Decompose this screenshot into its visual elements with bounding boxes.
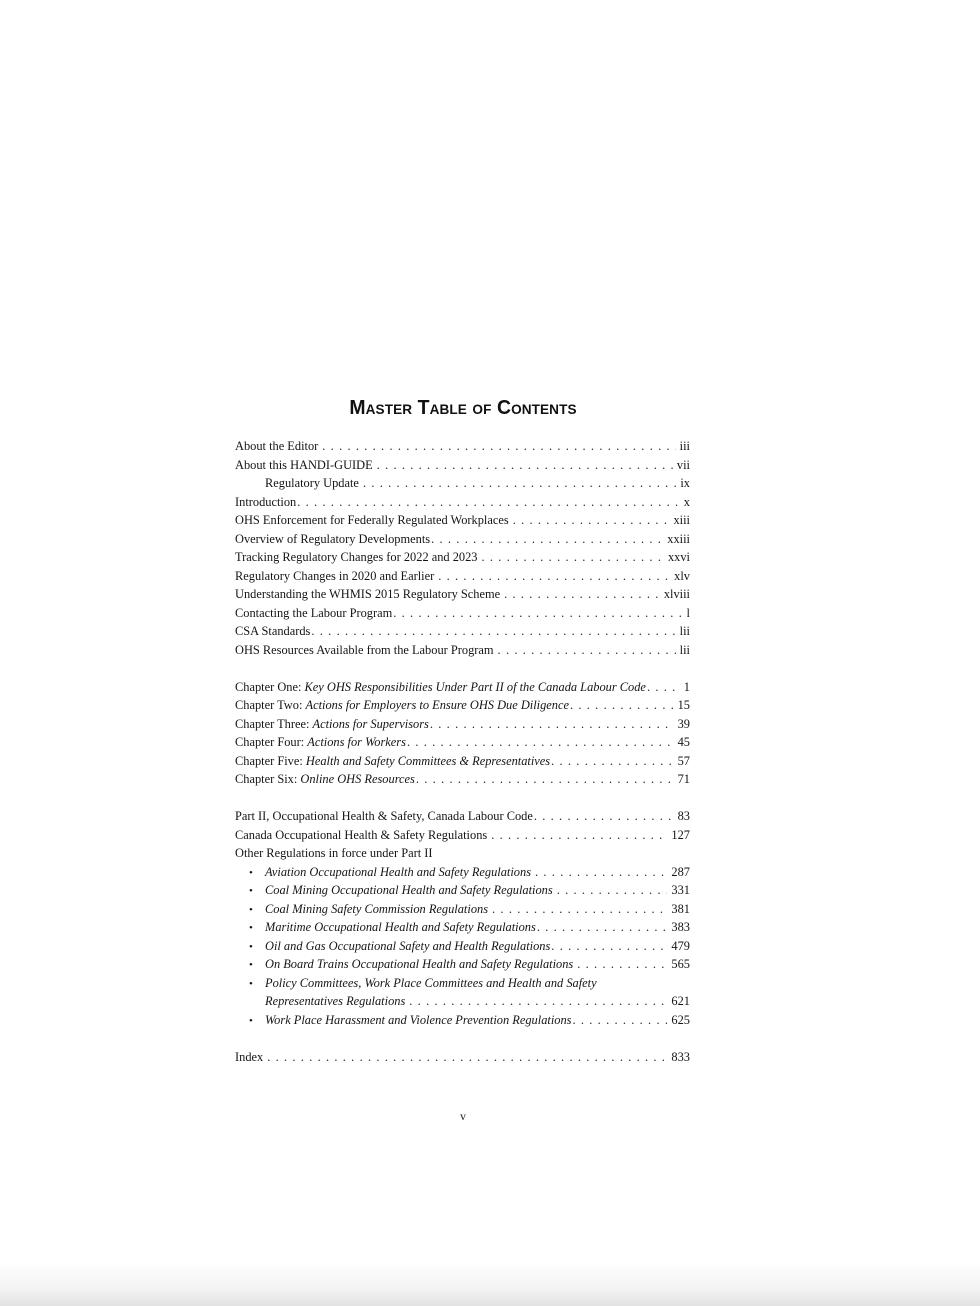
toc-entry-on-board-trains-ohs[interactable] xyxy=(235,955,690,974)
toc-entry-page: 833 xyxy=(671,1049,690,1064)
toc-entry-chapter-four[interactable] xyxy=(235,733,690,752)
chapter-title: Key OHS Responsibilities Under Part II of the Canada Labour Code xyxy=(304,679,646,694)
dot-leader xyxy=(322,437,675,456)
toc-entry-page: 565 xyxy=(671,957,690,971)
toc-entry-contacting-labour-program[interactable] xyxy=(235,604,690,623)
toc-entry-page: lii xyxy=(679,642,690,657)
toc-entry-csa-standards[interactable] xyxy=(235,622,690,641)
toc-entry-chapter-six[interactable] xyxy=(235,770,690,789)
chapters-section xyxy=(235,678,690,789)
dot-leader xyxy=(431,530,663,549)
toc-entry-harassment-violence-prevention[interactable] xyxy=(235,1011,690,1030)
chapter-prefix: Chapter Three: xyxy=(235,716,310,731)
toc-entry-page: 287 xyxy=(671,864,690,879)
dot-leader xyxy=(573,1011,668,1030)
chapter-title: Actions for Employers to Ensure OHS Due Diligence xyxy=(305,698,569,712)
toc-entry-line-2 xyxy=(235,992,690,1011)
dot-leader xyxy=(407,733,674,752)
toc-entry-label xyxy=(235,715,429,734)
toc-entry-page: 625 xyxy=(671,1012,690,1027)
toc-entry-page: xlviii xyxy=(663,587,690,601)
bullet-icon: • xyxy=(249,959,253,971)
toc-entry-coal-mining-ohs[interactable] xyxy=(235,881,690,900)
toc-entry-chapter-three[interactable] xyxy=(235,715,690,734)
bullet-icon: • xyxy=(249,940,253,953)
dot-leader xyxy=(498,641,676,660)
toc-entry-page: xlv xyxy=(674,568,690,583)
chapter-prefix: Chapter One: xyxy=(235,679,302,694)
page-number: v xyxy=(460,1111,466,1123)
toc-entry-label xyxy=(235,733,406,752)
toc-entry-tracking-regulatory-changes[interactable] xyxy=(235,548,690,567)
dot-leader xyxy=(504,585,660,604)
bullet-icon: • xyxy=(249,903,253,916)
toc-entry-page: xxvi xyxy=(667,550,690,564)
toc-entry-label: Maritime Occupational Health and Safety Regulations xyxy=(265,920,536,934)
toc-entry-label: CSA Standards xyxy=(235,624,311,638)
toc-entry-label: On Board Trains Occupational Health and Safety Regulations xyxy=(265,957,574,971)
dot-leader xyxy=(377,456,673,475)
bullet-icon: • xyxy=(249,977,253,990)
toc-entry-page: 39 xyxy=(677,716,690,731)
dot-leader xyxy=(492,900,667,919)
chapter-title: Online OHS Resources xyxy=(300,772,415,786)
section-spacer xyxy=(235,1029,690,1048)
toc-entry-label: Overview of Regulatory Developments xyxy=(235,531,431,546)
toc-entry-label: Regulatory Changes in 2020 and Earlier xyxy=(235,568,435,583)
toc-entry-label xyxy=(235,678,646,697)
toc-entry-page: l xyxy=(686,605,690,620)
toc-entry-label xyxy=(235,752,550,771)
dot-leader xyxy=(267,1048,667,1067)
toc-entry-label: OHS Resources Available from the Labour Program xyxy=(235,642,494,657)
chapter-title: Actions for Supervisors xyxy=(312,716,429,731)
toc-entry-policy-committees[interactable] xyxy=(235,974,690,1011)
toc-heading-label: Other Regulations in force under Part II xyxy=(235,846,433,860)
toc-entry-page: 127 xyxy=(671,827,690,842)
toc-entry-label: Aviation Occupational Health and Safety Regulations xyxy=(265,864,532,879)
toc-entry-page: 381 xyxy=(671,901,690,916)
toc-entry-ohs-enforcement[interactable] xyxy=(235,511,690,530)
toc-entry-label: Coal Mining Safety Commission Regulations xyxy=(265,901,489,916)
dot-leader xyxy=(551,937,667,956)
dot-leader xyxy=(647,678,680,697)
toc-entry-page: 1 xyxy=(683,679,690,694)
dot-leader xyxy=(534,807,674,826)
toc-entry-label: Introduction xyxy=(235,494,297,509)
toc-entry-label: Tracking Regulatory Changes for 2022 and 2023 xyxy=(235,550,478,564)
toc-entry-label: Representatives Regulations xyxy=(265,994,406,1008)
other-regulations-heading xyxy=(235,844,690,863)
toc-entry-page: 15 xyxy=(677,698,690,712)
dot-leader xyxy=(297,493,680,512)
dot-leader xyxy=(482,548,664,567)
toc-entry-label xyxy=(235,770,415,789)
toc-entry-page: x xyxy=(683,494,690,509)
chapter-prefix: Chapter Four: xyxy=(235,735,305,749)
toc-entry-page: xxiii xyxy=(667,531,690,546)
toc-entry-page: 331 xyxy=(671,883,690,897)
toc-entry-label: Index xyxy=(235,1049,264,1064)
dot-leader xyxy=(438,567,670,586)
bullet-icon: • xyxy=(249,885,253,897)
toc-entry-regulatory-changes-2020[interactable] xyxy=(235,567,690,586)
bullet-icon: • xyxy=(249,1014,253,1027)
chapter-prefix: Chapter Five: xyxy=(235,753,303,768)
toc-entry-introduction[interactable] xyxy=(235,493,690,512)
dot-leader xyxy=(363,474,676,493)
dot-leader xyxy=(491,826,667,845)
toc-entry-label xyxy=(235,696,569,715)
toc-entry-chapter-five[interactable] xyxy=(235,752,690,771)
dot-leader xyxy=(393,604,682,623)
dot-leader xyxy=(430,715,674,734)
toc-entry-label: Coal Mining Occupational Health and Safety Regulations xyxy=(265,883,553,897)
chapter-title: Health and Safety Committees & Representatives xyxy=(305,753,551,768)
toc-entry-coal-mining-safety-commission[interactable] xyxy=(235,900,690,919)
toc-entry-cohsr[interactable] xyxy=(235,826,690,845)
toc-entry-page: 83 xyxy=(677,809,690,823)
toc-entry-understanding-whmis[interactable] xyxy=(235,585,690,604)
chapter-prefix: Chapter Six: xyxy=(235,772,298,786)
toc-entry-label: Part II, Occupational Health & Safety, Canada Labour Code xyxy=(235,809,533,823)
dot-leader xyxy=(537,918,668,937)
dot-leader xyxy=(535,863,667,882)
section-spacer xyxy=(235,789,690,808)
section-spacer xyxy=(235,659,690,678)
toc-entry-label: Contacting the Labour Program xyxy=(235,605,393,620)
dot-leader xyxy=(416,770,674,789)
page-title: Master Table of Contents xyxy=(349,397,577,419)
toc-entry-label: Regulatory Update xyxy=(265,476,359,490)
toc-entry-chapter-two[interactable] xyxy=(235,696,690,715)
toc-entry-ohs-resources[interactable] xyxy=(235,641,690,660)
toc-entry-page: 621 xyxy=(671,994,690,1008)
toc-entry-part-ii[interactable] xyxy=(235,807,690,826)
table-of-contents xyxy=(235,437,690,1066)
dot-leader xyxy=(577,955,667,974)
toc-entry-regulatory-update[interactable] xyxy=(235,474,690,493)
toc-entry-page: xiii xyxy=(673,513,690,527)
toc-entry-page: 71 xyxy=(677,772,690,786)
toc-entry-page: 383 xyxy=(671,920,690,934)
toc-entry-overview-regulatory-developments[interactable] xyxy=(235,530,690,549)
other-regulations-list xyxy=(235,863,690,1030)
legislation-section xyxy=(235,807,690,1029)
toc-entry-index[interactable] xyxy=(235,1048,690,1067)
toc-entry-label: OHS Enforcement for Federally Regulated Workplaces xyxy=(235,513,509,527)
toc-entry-maritime-ohs[interactable] xyxy=(235,918,690,937)
dot-leader xyxy=(557,881,668,900)
toc-entry-label: Oil and Gas Occupational Safety and Health Regulations xyxy=(265,938,551,953)
toc-entry-page: 57 xyxy=(677,753,690,768)
toc-entry-label: Understanding the WHMIS 2015 Regulatory Scheme xyxy=(235,587,501,601)
toc-entry-oil-gas-ohs[interactable] xyxy=(235,937,690,956)
toc-entry-label: About the Editor xyxy=(235,439,319,453)
toc-entry-label: Canada Occupational Health & Safety Regulations xyxy=(235,827,488,842)
dot-leader xyxy=(513,511,670,530)
toc-entry-label: About this HANDI-GUIDE xyxy=(235,457,373,472)
toc-entry-line-1 xyxy=(235,974,690,993)
front-matter-section xyxy=(235,437,690,659)
toc-entry-page: lii xyxy=(679,624,690,638)
toc-entry-label: Policy Committees, Work Place Committees and Health and Safety xyxy=(265,975,597,990)
page-edge-shadow xyxy=(0,1262,980,1306)
toc-entry-page: 479 xyxy=(671,938,690,953)
dot-leader xyxy=(570,696,674,715)
chapter-title: Actions for Workers xyxy=(307,735,406,749)
toc-entry-page: 45 xyxy=(677,735,690,749)
chapter-prefix: Chapter Two: xyxy=(235,698,303,712)
dot-leader xyxy=(311,622,675,641)
toc-entry-about-handi-guide[interactable] xyxy=(235,456,690,475)
toc-entry-label: Work Place Harassment and Violence Prevention Regulations xyxy=(265,1012,572,1027)
bullet-icon: • xyxy=(249,866,253,879)
toc-entry-page: vii xyxy=(676,457,690,472)
toc-entry-chapter-one[interactable] xyxy=(235,678,690,697)
toc-entry-aviation-ohs[interactable] xyxy=(235,863,690,882)
dot-leader xyxy=(409,992,667,1011)
toc-entry-about-editor[interactable] xyxy=(235,437,690,456)
bullet-icon: • xyxy=(249,922,253,934)
dot-leader xyxy=(551,752,674,771)
toc-entry-page: ix xyxy=(680,476,690,490)
toc-entry-page: iii xyxy=(679,439,690,453)
